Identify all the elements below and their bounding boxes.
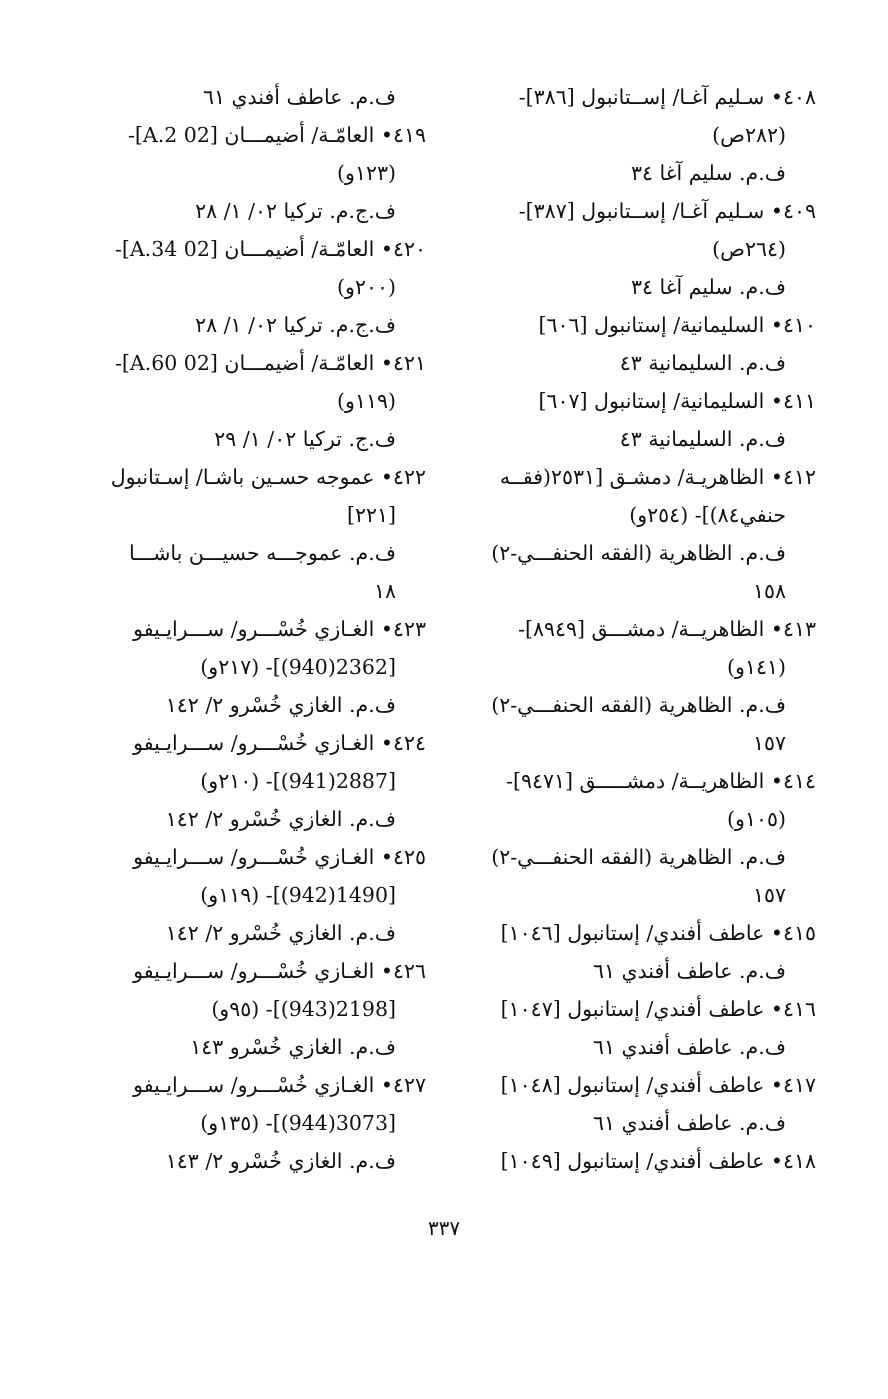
entry-reference: ف.م. الظاهرية (الفقه الحنفـــي-٢) [491,541,786,565]
entry-reference: ف.م. سليم آغا ٣٤ [630,275,786,299]
entry-heading: ٤٢٤• الغـازي خُسْـــرو/ ســـرايـيفو [133,731,426,755]
entry-reference: ف.م. الغازي خُسْرو ٢/ ١٤٣ [165,1149,396,1173]
entry-continuation: ١٥٧ [752,731,786,755]
entry-heading: ٤٢٥• الغـازي خُسْـــرو/ ســـرايـيفو [133,845,426,869]
entry-reference: ف.ج.م. تركيا ٠٢/ ١/ ٢٨ [195,313,396,337]
entry-heading: ٤١٢• الظاهريـة/ دمشـق [٢٥٣١(فقــه [499,465,816,489]
page-number: ٣٣٧ [427,1216,461,1240]
right-column [468,78,816,1180]
entry-continuation: [1490(942)]- (١١٩و) [200,883,396,907]
entry-heading: ٤١٣• الظاهريــة/ دمشـــق [٨٩٤٩]- [518,617,816,641]
entry-reference: ف.م. سليم آغا ٣٤ [630,161,786,185]
entry-heading: ٤١١• السليمانية/ إستانبول [٦٠٧] [538,389,816,413]
entry-reference: ف.ج.م. تركيا ٠٢/ ١/ ٢٨ [195,199,396,223]
entry-heading: ٤٢٢• عموجه حسـين باشـا/ إسـتانبول [110,465,426,489]
entry-continuation: [2887(941)]- (٢١٠و) [200,769,396,793]
entry-heading: ٤٢٣• الغـازي خُسْـــرو/ ســـرايـيفو [133,617,426,641]
entry-continuation: ١٨ [373,579,396,603]
entry-heading: ٤٢١• العامّـة/ أضيمـــان [A.60 02]- [114,351,426,375]
entry-heading: ٤٢٧• الغـازي خُسْـــرو/ ســـرايـيفو [133,1073,426,1097]
entry-heading: ٤١٦• عاطف أفندي/ إستانبول [١٠٤٧] [500,997,816,1021]
entry-heading: ٤٢٦• الغـازي خُسْـــرو/ ســـرايـيفو [133,959,426,983]
entry-reference: ف.م. عموجـــه حسيـــن باشـــا [128,541,396,565]
entry-continuation: (١٠٥و) [727,807,786,831]
entry-continuation: (٢٦٤ص) [712,237,786,261]
entry-continuation: (١٢٣و) [337,161,396,185]
entry-continuation: (١٤١و) [727,655,786,679]
entry-reference: ف.م. الظاهرية (الفقه الحنفـــي-٢) [491,845,786,869]
entry-heading: ٤٢٠• العامّـة/ أضيمـــان [A.34 02]- [114,237,426,261]
entry-reference: ف.م. الغازي خُسْرو ١٤٣ [190,1035,396,1059]
entry-continuation: [3073(944)]- (١٣٥و) [200,1111,396,1135]
entry-heading: ٤١٩• العامّـة/ أضيمـــان [A.2 02]- [127,123,426,147]
entry-reference: ف.م. الغازي خُسْرو ٢/ ١٤٢ [165,921,396,945]
entry-reference: ف.م. السليمانية ٤٣ [619,351,786,375]
entry-reference: ف.ج. تركيا ٠٢/ ١/ ٢٩ [214,427,396,451]
entry-heading: ٤٠٩• سـليم آغـا/ إســتانبول [٣٨٧]- [518,199,816,223]
entry-heading: ٤١٥• عاطف أفندي/ إستانبول [١٠٤٦] [500,921,816,945]
entry-heading: ٤٠٨• سـليم آغـا/ إســتانبول [٣٨٦]- [518,85,816,109]
entry-continuation: (١١٩و) [337,389,396,413]
entry-continuation: حنفي٨٤)]- (٢٥٤و) [629,503,786,527]
entry-continuation: [٢٢١] [346,503,396,527]
entry-reference: ف.م. عاطف أفندي ٦١ [592,1035,786,1059]
entry-continuation: (٢٨٢ص) [712,123,786,147]
left-column [76,78,426,1180]
entry-reference: ف.م. عاطف أفندي ٦١ [202,85,396,109]
entry-continuation: (٢٠٠و) [337,275,396,299]
entry-reference: ف.م. عاطف أفندي ٦١ [592,959,786,983]
entry-reference: ف.م. الظاهرية (الفقه الحنفـــي-٢) [491,693,786,717]
entry-heading: ٤١٧• عاطف أفندي/ إستانبول [١٠٤٨] [500,1073,816,1097]
entry-continuation: [2362(940)]- (٢١٧و) [200,655,396,679]
entry-reference: ف.م. الغازي خُسْرو ٢/ ١٤٢ [165,807,396,831]
entry-heading: ٤١٠• السليمانية/ إستانبول [٦٠٦] [538,313,816,337]
entry-continuation: [2198(943)]- (٩٥و) [211,997,396,1021]
entry-reference: ف.م. السليمانية ٤٣ [619,427,786,451]
entry-reference: ف.م. الغازي خُسْرو ٢/ ١٤٢ [165,693,396,717]
entry-heading: ٤١٨• عاطف أفندي/ إستانبول [١٠٤٩] [500,1149,816,1173]
entry-heading: ٤١٤• الظاهريــة/ دمشـــــق [٩٤٧١]- [506,769,816,793]
entry-continuation: ١٥٧ [752,883,786,907]
entry-continuation: ١٥٨ [752,579,786,603]
entry-reference: ف.م. عاطف أفندي ٦١ [592,1111,786,1135]
